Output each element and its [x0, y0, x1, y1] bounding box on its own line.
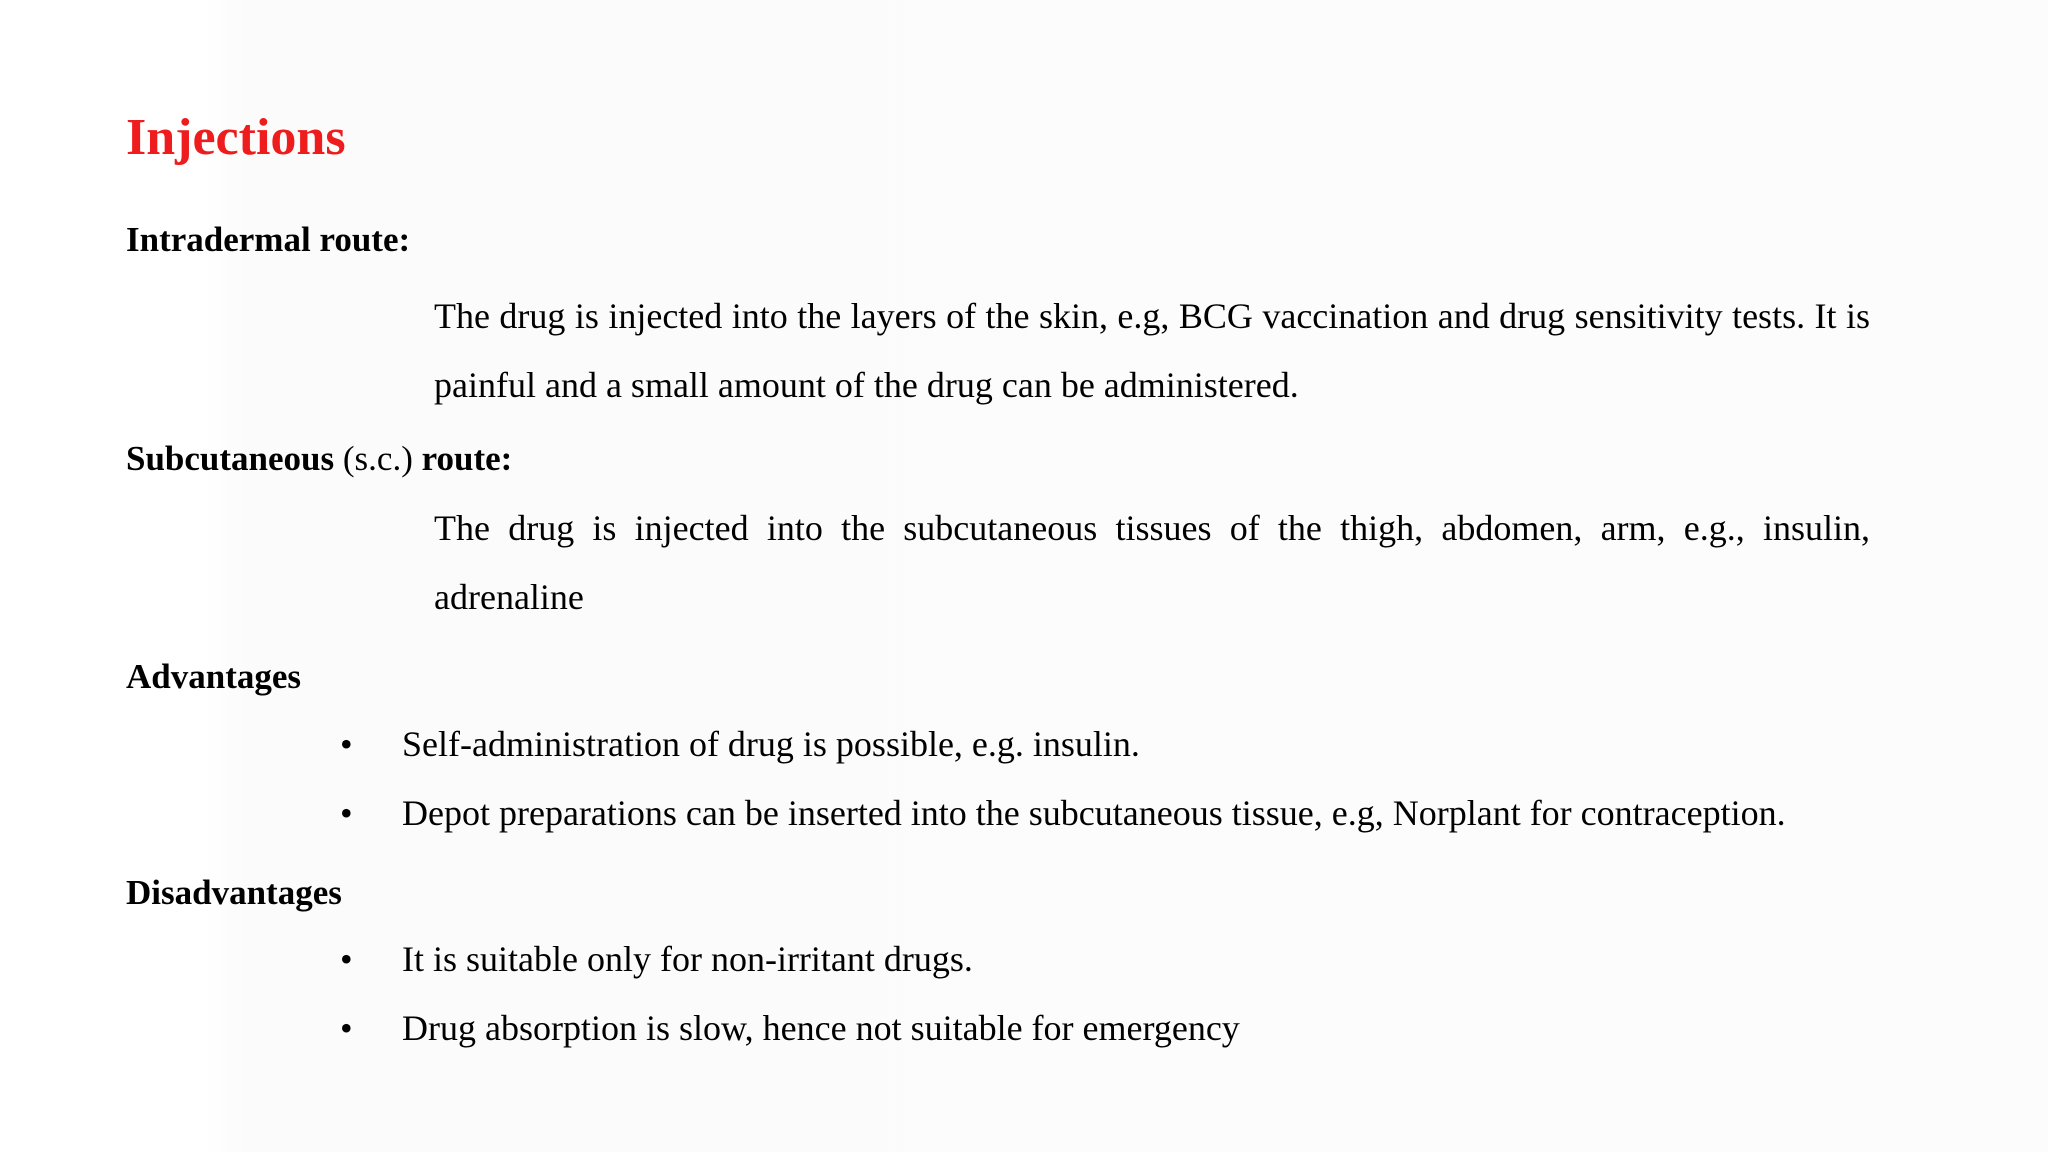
- advantage-item: [340, 795, 1786, 831]
- disadvantage-item: [340, 941, 973, 977]
- subcutaneous-heading-route: route:: [421, 439, 513, 478]
- subcutaneous-description: The drug is injected into the subcutaneous tissues of the thigh, abdomen, arm, e.g., insulin, adrenaline: [434, 508, 1870, 617]
- slide-title: Injections: [126, 109, 346, 166]
- advantages-heading: Advantages: [126, 657, 302, 696]
- subcutaneous-heading-bold: Subcutaneous: [126, 439, 335, 478]
- bullet-icon: •: [340, 724, 353, 764]
- disadvantage-item: [340, 1010, 1240, 1046]
- subcutaneous-heading-abbr: (s.c.): [342, 439, 413, 478]
- bullet-icon: •: [340, 793, 353, 833]
- disadvantage-item-text: It is suitable only for non-irritant drugs.: [402, 939, 973, 979]
- intradermal-description: The drug is injected into the layers of the skin, e.g, BCG vaccination and drug sensitivity tests. It is painful and a small amount of the drug can be administered.: [434, 296, 1870, 405]
- intradermal-heading: Intradermal route:: [126, 220, 411, 259]
- subcutaneous-heading: [126, 441, 512, 476]
- disadvantages-heading: Disadvantages: [126, 873, 342, 912]
- disadvantage-item-text: Drug absorption is slow, hence not suitable for emergency: [402, 1008, 1240, 1048]
- advantage-item: [340, 726, 1140, 762]
- advantage-item-text: Depot preparations can be inserted into the subcutaneous tissue, e.g, Norplant for contraception.: [402, 793, 1786, 833]
- advantage-item-text: Self-administration of drug is possible, e.g. insulin.: [402, 724, 1140, 764]
- bullet-icon: •: [340, 1008, 353, 1048]
- bullet-icon: •: [340, 939, 353, 979]
